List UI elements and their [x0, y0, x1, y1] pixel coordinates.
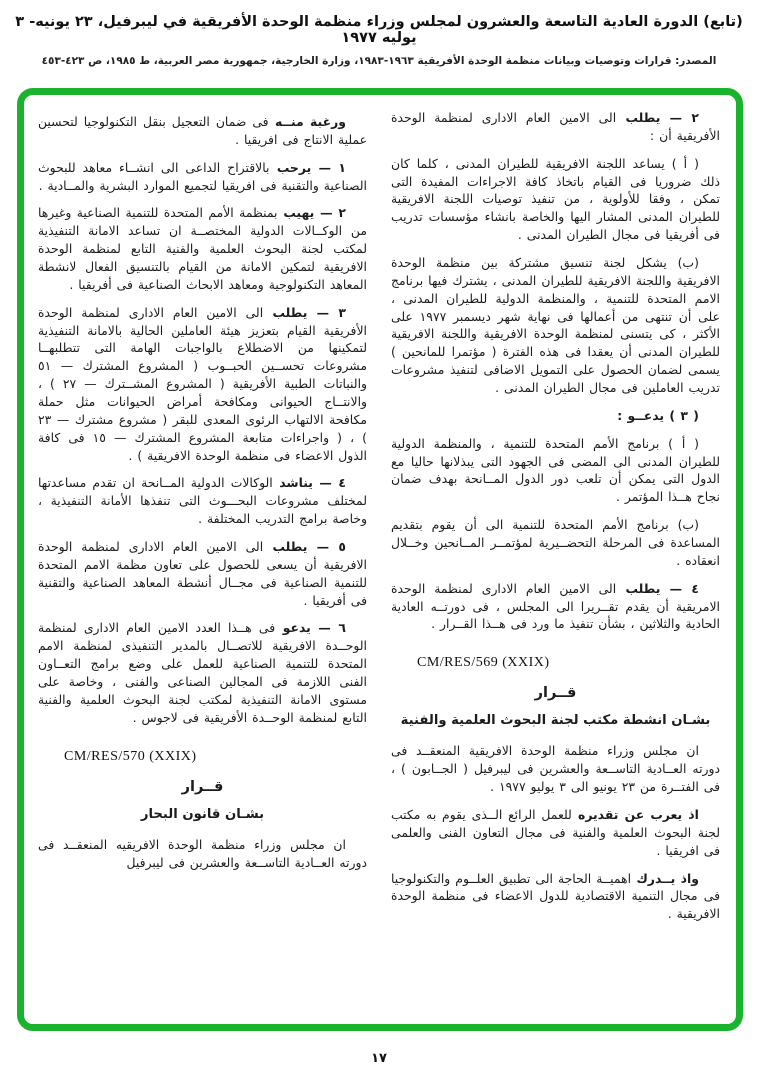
paragraph-text: ( أ ) يساعد اللجنة الافريقية للطيران المدنى ، كلما كان ذلك ضروريا فى القيام باتخاذ كافة الاجراءات المفيدة التى تمكن ، وفقا للأولوية ، من تنفيذ توصيات اللجنة الافريقية للطيران المدنى المشار اليها والخاصة بانشاء مؤسسات تدريب فى أفريقيا فى مجال الطيران المدنى .	[391, 155, 720, 243]
paragraph-lead: ٥ — يطلب	[272, 539, 346, 555]
paragraph	[38, 304, 367, 465]
paragraph-text: الى الامين العام الادارى لمنظمة الوحدة الافريقية أن يسعى للحصول على تعاون مظمة الامم المتحدة للتنمية الصناعية فى مجــال أنشطة المعاهد الصناعية والتقنية فى أفريقيا .	[38, 539, 367, 608]
resolution-subject: بشـان قانون البحار	[140, 806, 265, 822]
paragraph	[391, 580, 720, 634]
paragraph	[391, 254, 720, 397]
paragraph-text: ان مجلس وزراء منظمة الوحدة الافريقيه المنعقــد فى دورته العــادية التاســعة والعشرين فى ليبرفيل	[38, 836, 367, 870]
paragraph-lead: ٤ — يطلب	[625, 580, 699, 596]
paragraph	[38, 619, 367, 726]
session-title: (تابع) الدورة العادية التاسعة والعشرون لمجلس وزراء منظمة الوحدة الأفريقية في ليبرفيل، ٢٣ يونيه- ٣ يوليه ١٩٧٧	[15, 14, 743, 46]
resolution-heading: قــرار	[534, 685, 577, 702]
paragraph-text: ان مجلس وزراء منظمة الوحدة الافريقية المنعقــد فى دورته العــادية التاســعة والعشرين فى ليبرفيل ( الجــابون ) ، فى الفتــرة من ٢٣ يونيو الى ٣ يوليو ١٩٧٧ .	[391, 743, 720, 795]
paragraph-text: ( أ ) برنامج الأمم المتحدة للتنمية ، والمنظمة الدولية للطيران المدنى الى المضى فى الجهود التى يبذلانها حاليا مع الدول التى يمكن أن تلعب دور الدول المــانحة بهدف ضمان نجاح هــذا المؤتمر .	[391, 435, 720, 505]
two-column-layout	[38, 109, 720, 1014]
paragraph-lead: ( ٣ ) يدعــو :	[617, 407, 699, 423]
paragraph-text: (ب) يشكل لجنة تنسيق مشتركة بين منظمة الوحدة الافريقية واللجنة الافريقية للطيران المدنى ، يشترك فيها برنامج الامم المتحدة للتنمية ، والمنظمة الدولية للطيران المدنى ، على أن تنتهى من أعمالها فى نهاية شهر ديسمبر ١٩٧٧ على الأكثر ، كى يتسنى لمنظمة الوحدة الافريقية واللجنة الافريقية للطيران المدنى أن يعقدا فى هذه الفترة ( مؤتمرا للمانحين ) يسمى لضمان الحصول على التمويل الاضافى لتنفيذ مشروعات تدريب العاملين فى مجال الطيران المدنى .	[391, 255, 720, 396]
paragraph	[38, 113, 367, 149]
paragraph-lead: ٤ — يناشد	[279, 475, 346, 491]
paragraph-lead: اذ يعرب عن تقديره	[578, 806, 699, 822]
paragraph-lead: واذ يــدرك	[636, 870, 699, 886]
document-frame	[17, 88, 743, 1031]
paragraph	[38, 159, 367, 195]
paragraph-text: فى ضمان التعجيل بنقل التكنولوجيا لتحسين عملية الانتاج فى افريقيا .	[38, 114, 367, 147]
paragraph-text: (ب) برنامج الأمم المتحدة للتنمية الى أن يقوم بتقديم المساعدة فى المرحلة التحضــيرية لمؤتمــر المــانحين وخــلال انعقاده .	[391, 517, 720, 568]
paragraph-text: بالاقتراح الداعى الى انشــاء معاهد للبحوث الصناعية والتقنية فى افريقيا لتجميع الموارد البشرية والمــادية .	[38, 159, 367, 193]
paragraph-text: الى الامين العام الادارى لمنظمة الوحدة الأفريقية القيام بتعزيز هيئة العاملين الحالية بالامانة التنفيذية لتمكينها من الاضطلاع بالواجبات الهامة التى تتطلبهــا مشروعات تحســين الحبــوب ( المشروع المشترك — ٥١ والنباتات الطبية الأفريقية ( المشروع المشــترك — ٢٧ ) ، والانتــاج الحيوانى ومكافحة أمراض الحيوانات مثل حملة مكافحة الالتهاب الرئوى المعدى للبقر ( مشروع مشترك — ٢٣ ) ، ( واجراءات متابعة المشروع المشترك — ١٥ فى كافة الذول الاعضاء فى منظمة الوحدة الافريقية ) .	[38, 304, 368, 463]
resolution-code: CM/RES/569 (XXIX)	[417, 655, 550, 671]
paragraph-lead: ١ — يرحب	[276, 159, 346, 175]
paragraph-text: للعمل الرائع الــذى يقوم به مكتب لجنة البحوث العلمية والفنية فى مجال التعاون الفنى والعلمى فى افريقيا .	[391, 806, 720, 858]
paragraph	[391, 435, 720, 506]
paragraph-text: الوكالات الدولية المــانحة ان تقدم مساعدتها لمختلف مشروعات البحـــوث التى تنفذها الأمانة التنفيذية ، وخاصة برامج التدريب المختلفة .	[38, 475, 367, 527]
paragraph-text: الى الامين العام الادارى لمنظمة الوحدة الأفريقية أن :	[391, 110, 720, 143]
page-number: ١٧	[371, 1051, 387, 1066]
paragraph	[391, 870, 720, 924]
paragraph-text: الى الامين العام الادارى لمنظمة الوحدة الامريقية أن يقدم تقــريرا الى المجلس ، فى دورتــه العادية الحادية والثلاثين ، بشأن تنفيذ ما ورد فى هــذا القــرار .	[391, 580, 720, 632]
page-header	[0, 14, 758, 67]
paragraph-lead: ٢ — يهيب	[283, 205, 346, 221]
paragraph-lead: ٦ — يدعو	[282, 620, 346, 636]
paragraph-lead: ورغبة منــه	[274, 114, 346, 129]
source-citation: المصدر: قرارات وتوصيات وبيانات منظمة الوحدة الأفريقية ١٩٦٣-١٩٨٣، وزارة الخارجية، جمهورية مصر العربية، ط ١٩٨٥، ص ٤٢٣-٤٥٣	[41, 55, 717, 67]
paragraph-lead: ٣ — يطلب	[272, 304, 346, 320]
resolution-subject: بشـان انشطة مكتب لجنة البحوث العلمية والفنية	[400, 713, 711, 729]
paragraph	[38, 204, 367, 293]
paragraph	[391, 155, 720, 244]
paragraph-text: اهميــة الحاجة الى تطبيق العلــوم والتكنولوجيا فى مجال التنمية الاقتصادية للدول الاعضاء فى منظمة الوحدة الافريقية .	[391, 870, 720, 922]
paragraph	[38, 538, 367, 609]
paragraph-text: بمنظمة الأمم المتحدة للتنمية الصناعية وغيرها من الوكــالات الدولية المختصــة ان تساعد الامانة التنفيذية لمكتب لجنة البحوث العلمية والفنية التابع لمنظمة الوحدة الافريقية لتمكين الامانة من القيام بالتنسيق الفعال لانشطة المعاهد التكنولوجية ومعاهد الابحاث الصناعية فى أفريقيا .	[38, 205, 367, 292]
paragraph-text: فى هــذا العدد الامين العام الادارى لمنظمة الوحــدة الافريقية للاتصــال بالمدير التنفيذى لمنظمة الامم المتحدة للتنمية الصناعية للعمل على وضع برامج التعــاون الفنى اللازمة فى المجالين الصناعى والفنى ، وخاصة على مستوى الامانة التنفيذية لمكتب لجنة البحوث العلمية والفنية التابع لمنظمة الوحــدة الأفريقية فى لاجوس .	[38, 620, 367, 725]
resolution-code: CM/RES/570 (XXIX)	[64, 748, 197, 764]
paragraph	[391, 806, 720, 860]
paragraph	[391, 742, 720, 796]
resolution-heading: قــرار	[181, 778, 224, 795]
paragraph	[391, 407, 720, 425]
paragraph	[38, 836, 367, 872]
column-right	[391, 109, 720, 1014]
column-left	[38, 109, 367, 1014]
paragraph-lead: ٢ — يطلب	[625, 110, 699, 125]
paragraph	[391, 109, 720, 145]
paragraph	[391, 516, 720, 570]
paragraph	[38, 474, 367, 528]
